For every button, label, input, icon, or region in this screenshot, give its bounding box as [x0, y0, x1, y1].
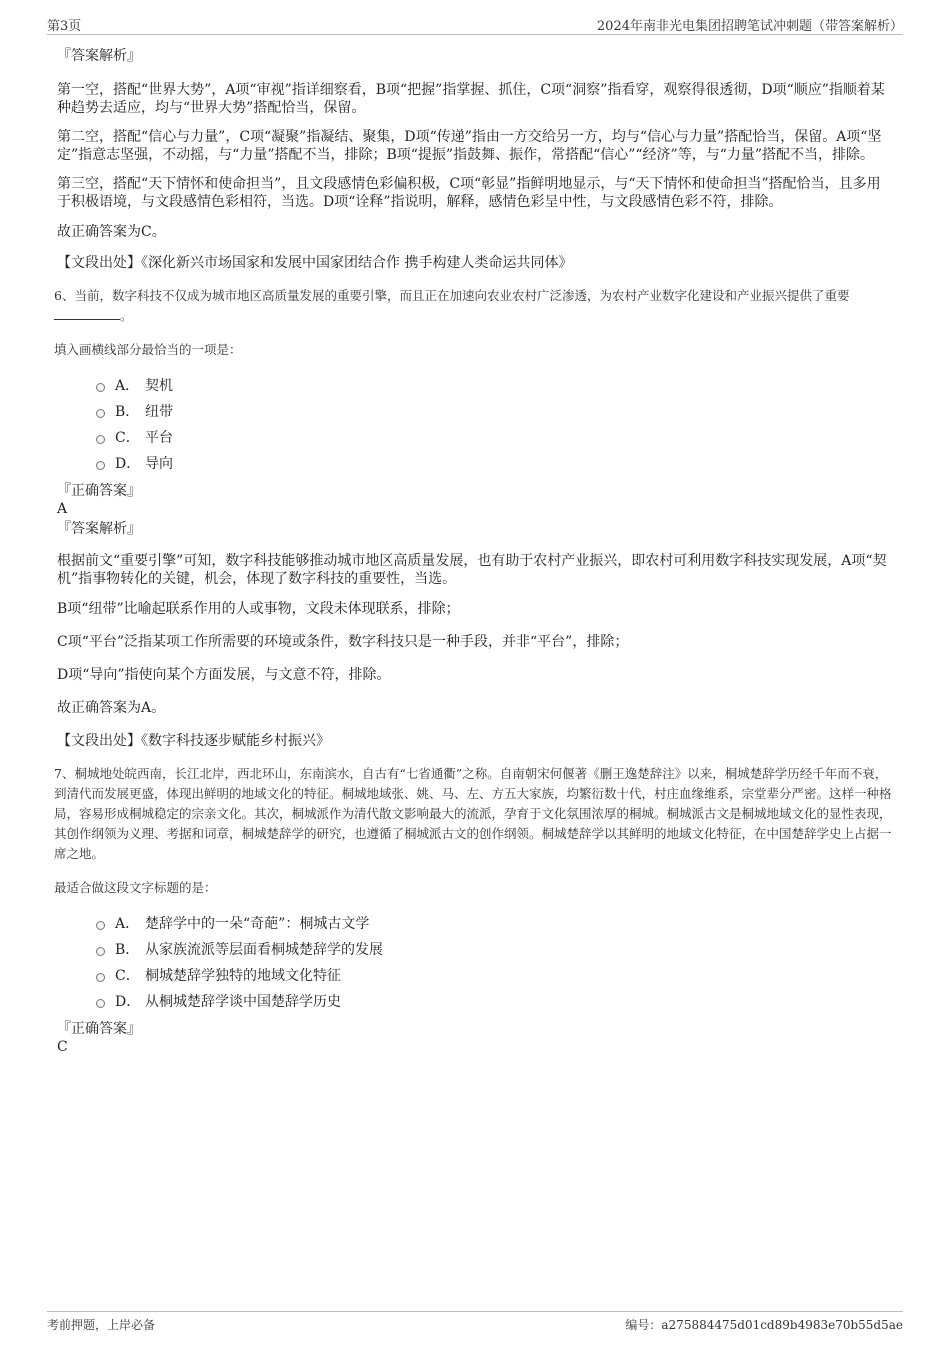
q6-blank	[54, 307, 120, 320]
q6-analysis-para-4: D项“导向”指使向某个方面发展，与文意不符，排除。	[57, 667, 391, 683]
q6-analysis-para-2: B项“纽带”比喻起联系作用的人或事物，文段未体现联系，排除；	[57, 601, 460, 617]
radio-icon[interactable]	[96, 461, 105, 470]
page-footer	[47, 1311, 903, 1333]
q6-analysis-label: 『答案解析』	[57, 521, 141, 537]
q6-option-c[interactable]: C． 平台	[96, 424, 950, 450]
document-title: 2024年南非光电集团招聘笔试冲刺题（带答案解析）	[596, 19, 903, 34]
q6-answer-label: 『正确答案』	[57, 483, 141, 499]
footer-slogan: 考前押题，上岸必备	[47, 1318, 156, 1332]
q5-analysis-para-3: 第三空，搭配“天下情怀和使命担当”，且文段感情色彩偏积极，C项“彰显”指鲜明地显示，与“天下情怀和使命担当”搭配恰当，且多用于积极语境，与文段感情色彩相符，当选。D项“诠释”指说明，解释，感情色彩呈中性，与文段感情色彩不符，排除。	[57, 176, 881, 210]
q6-options	[96, 372, 950, 476]
q7-options	[96, 910, 950, 1014]
q7-option-a[interactable]: A． 楚辞学中的一朵“奇葩”：桐城古文学	[96, 910, 950, 936]
q5-analysis-para-1: 第一空，搭配“世界大势”，A项“审视”指详细察看，B项“把握”指掌握、抓住，C项“洞察”指看穿，观察得很透彻，D项“顺应”指顺着某种趋势去适应，均与“世界大势”搭配恰当，保留。	[57, 82, 885, 116]
q7-option-c[interactable]: C． 桐城楚辞学独特的地域文化特征	[96, 962, 950, 988]
radio-icon[interactable]	[96, 947, 105, 956]
q5-analysis-label: 『答案解析』	[57, 48, 141, 64]
q6-prompt: 填入画横线部分最恰当的一项是：	[54, 342, 242, 357]
page-number: 第3页	[47, 19, 82, 34]
q5-analysis-para-2: 第二空，搭配“信心与力量”，C项“凝聚”指凝结、聚集，D项“传递”指由一方交给另一方，均与“信心与力量”搭配恰当，保留。A项“坚定”指意志坚强，不动摇，与“力量”搭配不当，排除；B项“提振”指鼓舞、振作，常搭配“信心”“经济”等，与“力量”搭配不当，排除。	[57, 129, 882, 163]
q6-option-a[interactable]: A． 契机	[96, 372, 950, 398]
q6-option-d[interactable]: D． 导向	[96, 450, 950, 476]
radio-icon[interactable]	[96, 409, 105, 418]
page-content	[0, 47, 950, 1056]
radio-icon[interactable]	[96, 435, 105, 444]
q6-option-b[interactable]: B． 纽带	[96, 398, 950, 424]
radio-icon[interactable]	[96, 973, 105, 982]
q7-answer-label: 『正确答案』	[57, 1021, 141, 1037]
q7-stem: 7、桐城地处皖西南，长江北岸，西北环山，东南滨水，自古有“七省通衢”之称。自南朝宋何偃著《删王逸楚辞注》以来，桐城楚辞学历经千年而不衰，到清代而发展更盛，体现出鲜明的地域文化的特征。桐城地域张、姚、马、左、方五大家族，均繁衍数十代，村庄血缘维系，宗堂辈分严密。这样一种格局，容易形成桐城稳定的宗亲文化。其次，桐城派作为清代散文影响最大的流派，孕育于文化氛围浓厚的桐城。桐城派古文是桐城地域文化的显性表现，其创作纲领为义理、考据和词章，桐城楚辞学的研究，也遵循了桐城派古文的创作纲领。桐城楚辞学以其鲜明的地域文化特征，在中国楚辞学史上占据一席之地。	[54, 766, 892, 861]
q5-source: 【文段出处】《深化新兴市场国家和发展中国家团结合作 携手构建人类命运共同体》	[57, 255, 573, 271]
q6-source: 【文段出处】《数字科技逐步赋能乡村振兴》	[57, 733, 330, 749]
radio-icon[interactable]	[96, 999, 105, 1008]
q6-conclusion: 故正确答案为A。	[57, 700, 166, 716]
q7-prompt: 最适合做这段文字标题的是：	[54, 880, 217, 895]
document-id: 编号：a275884475d01cd89b4983e70b55d5ae	[625, 1318, 903, 1332]
q7-option-d[interactable]: D． 从桐城楚辞学谈中国楚辞学历史	[96, 988, 950, 1014]
page-header	[47, 14, 903, 35]
q7-answer: C	[57, 1039, 68, 1055]
q6-stem: 6、当前，数字科技不仅成为城市地区高质量发展的重要引擎，而且正在加速向农业农村广泛渗透，为农村产业数字化建设和产业振兴提供了重要。	[54, 288, 850, 323]
q6-analysis-para-3: C项“平台”泛指某项工作所需要的环境或条件，数字科技只是一种手段，并非“平台”，排除；	[57, 634, 629, 650]
q6-answer: A	[57, 501, 68, 517]
radio-icon[interactable]	[96, 383, 105, 392]
q6-analysis-para-1: 根据前文“重要引擎”可知，数字科技能够推动城市地区高质量发展，也有助于农村产业振兴，即农村可利用数字科技实现发展，A项“契机”指事物转化的关键，机会，体现了数字科技的重要性，当选。	[57, 553, 887, 587]
q7-option-b[interactable]: B． 从家族流派等层面看桐城楚辞学的发展	[96, 936, 950, 962]
q5-conclusion: 故正确答案为C。	[57, 224, 166, 240]
radio-icon[interactable]	[96, 921, 105, 930]
